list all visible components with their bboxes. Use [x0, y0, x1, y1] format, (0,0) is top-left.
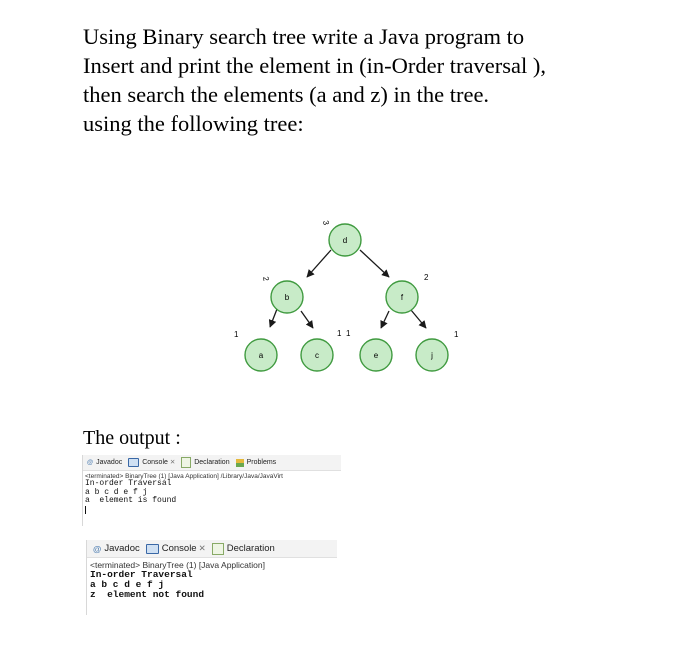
console-icon: [146, 544, 159, 554]
console-output-line: a b c d e f j: [85, 487, 148, 497]
terminated-status: <terminated> BinaryTree (1) [Java Application] /Library/Java/JavaVirt: [85, 473, 283, 480]
console-output-line: In-order Traversal: [90, 569, 193, 580]
console-icon: [128, 458, 139, 467]
node-c: [301, 339, 333, 371]
question-line: then search the elements (a and z) in the tree.: [83, 82, 490, 107]
console-output-line: a b c d e f j: [90, 579, 165, 590]
output-heading: The output :: [83, 427, 181, 449]
console-panel-2: [86, 540, 337, 615]
height-label-d: 3: [321, 219, 331, 226]
svg-text:f: f: [400, 293, 404, 302]
question-line: Insert and print the element in (in-Order traversal ),: [83, 53, 546, 78]
svg-text:a: a: [258, 351, 264, 360]
console-tab-bar: [87, 540, 337, 558]
question-line: using the following tree:: [83, 111, 304, 136]
edge-b-a: [270, 309, 277, 327]
text-caret: [85, 506, 86, 514]
svg-text:b: b: [284, 293, 290, 302]
height-label-e: 1: [346, 329, 351, 338]
problems-icon: [236, 459, 244, 467]
console-tab-bar: [83, 455, 341, 471]
javadoc-icon: @: [87, 459, 94, 466]
svg-text:j: j: [431, 351, 433, 360]
svg-text:e: e: [373, 351, 379, 360]
close-icon[interactable]: ✕: [169, 459, 176, 466]
binary-search-tree-diagram: [225, 205, 470, 390]
node-f: [386, 281, 418, 313]
javadoc-icon: @: [93, 543, 102, 554]
height-label-a: 1: [234, 330, 239, 339]
edge-b-c: [301, 311, 313, 328]
tab-console[interactable]: Console ✕: [128, 458, 175, 467]
close-icon[interactable]: ✕: [198, 543, 206, 553]
question-line: Using Binary search tree write a Java program to: [83, 24, 525, 49]
declaration-icon: [212, 543, 224, 555]
edge-d-f: [360, 250, 389, 277]
tab-problems[interactable]: Problems: [236, 459, 277, 467]
node-a: [245, 339, 277, 371]
node-d: [329, 224, 361, 256]
console-output-line: a element is found: [85, 496, 177, 505]
height-label-f: 2: [424, 273, 429, 282]
node-j: [416, 339, 448, 371]
height-label-b: 2: [261, 275, 271, 282]
edge-d-b: [307, 250, 331, 277]
height-label-c: 1: [337, 329, 342, 338]
height-label-j: 1: [454, 330, 459, 339]
tab-console[interactable]: Console ✕: [146, 543, 206, 554]
declaration-icon: [181, 457, 191, 468]
tab-declaration[interactable]: Declaration: [212, 543, 275, 555]
svg-text:c: c: [315, 351, 319, 360]
node-b: [271, 281, 303, 313]
question-text: [83, 22, 663, 138]
console-output-line: In-order Traversal: [85, 479, 172, 488]
terminated-status: <terminated> BinaryTree (1) [Java Application]: [90, 560, 265, 570]
edge-f-j: [411, 310, 426, 328]
console-output-line: z element not found: [90, 589, 205, 600]
console-caret-line[interactable]: [83, 506, 341, 516]
tab-javadoc[interactable]: @ Javadoc: [87, 459, 123, 466]
tab-declaration[interactable]: Declaration: [181, 457, 229, 468]
tab-javadoc[interactable]: @ Javadoc: [93, 543, 140, 554]
console-panel-1: [82, 455, 341, 526]
node-e: [360, 339, 392, 371]
svg-text:d: d: [342, 236, 348, 245]
edge-f-e: [381, 311, 389, 328]
